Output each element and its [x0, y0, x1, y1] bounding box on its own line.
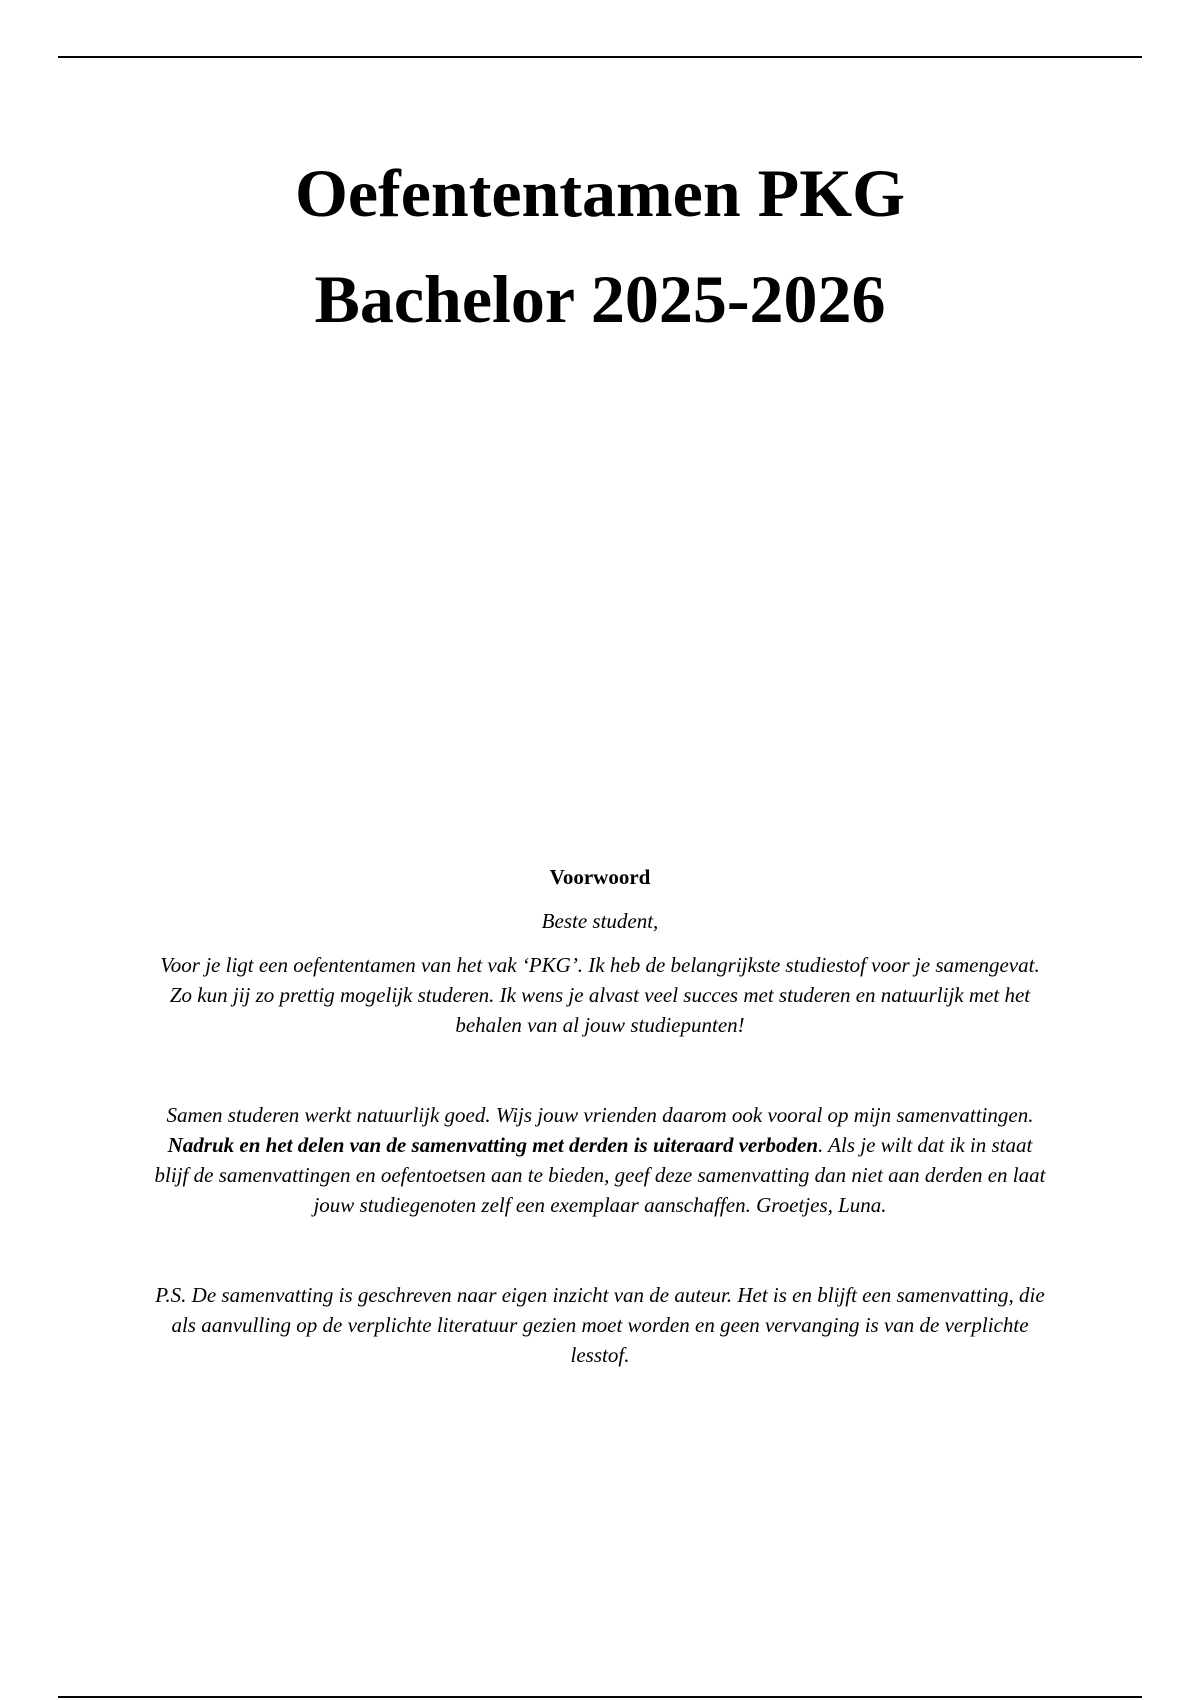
document-title: [0, 140, 1200, 352]
bottom-divider: [58, 1696, 1142, 1698]
preface-salutation: Beste student,: [541, 909, 659, 933]
sharing-text-start: Samen studeren werkt natuurlijk goed. Wijs jouw vrienden daarom ook vooral op mijn samenvattingen.: [166, 1103, 1034, 1127]
sharing-warning-bold: Nadruk en het delen van de samenvatting met derden is uiteraard verboden: [167, 1133, 819, 1157]
sharing-text-end: . Als je wilt dat ik in staat blijf de samenvattingen en oefentoetsen aan te bieden, geef deze samenvatting dan niet aan derden en laat jouw studiegenoten zelf een exemplaar aanschaffen. Groetjes, Luna.: [154, 1133, 1046, 1217]
title-line-1: Oefententamen PKG: [295, 155, 905, 231]
preface-paragraph-disclaimer: P.S. De samenvatting is geschreven naar eigen inzicht van de auteur. Het is en blijft een samenvatting, die als aanvulling op de verplichte literatuur gezien moet worden en geen vervanging is van de verplichte lesstof.: [155, 1283, 1045, 1367]
preface-paragraph-sharing: [150, 1100, 1050, 1220]
preface-section: [150, 862, 1050, 1370]
title-line-2: Bachelor 2025-2026: [314, 261, 886, 337]
preface-paragraph-intro: Voor je ligt een oefententamen van het vak ‘PKG’. Ik heb de belangrijkste studiestof voor je samengevat. Zo kun jij zo prettig mogelijk studeren. Ik wens je alvast veel succes met studeren en natuurlijk met het behalen van al jouw studiepunten!: [160, 953, 1040, 1037]
preface-heading: Voorwoord: [549, 865, 651, 889]
top-divider: [58, 56, 1142, 58]
